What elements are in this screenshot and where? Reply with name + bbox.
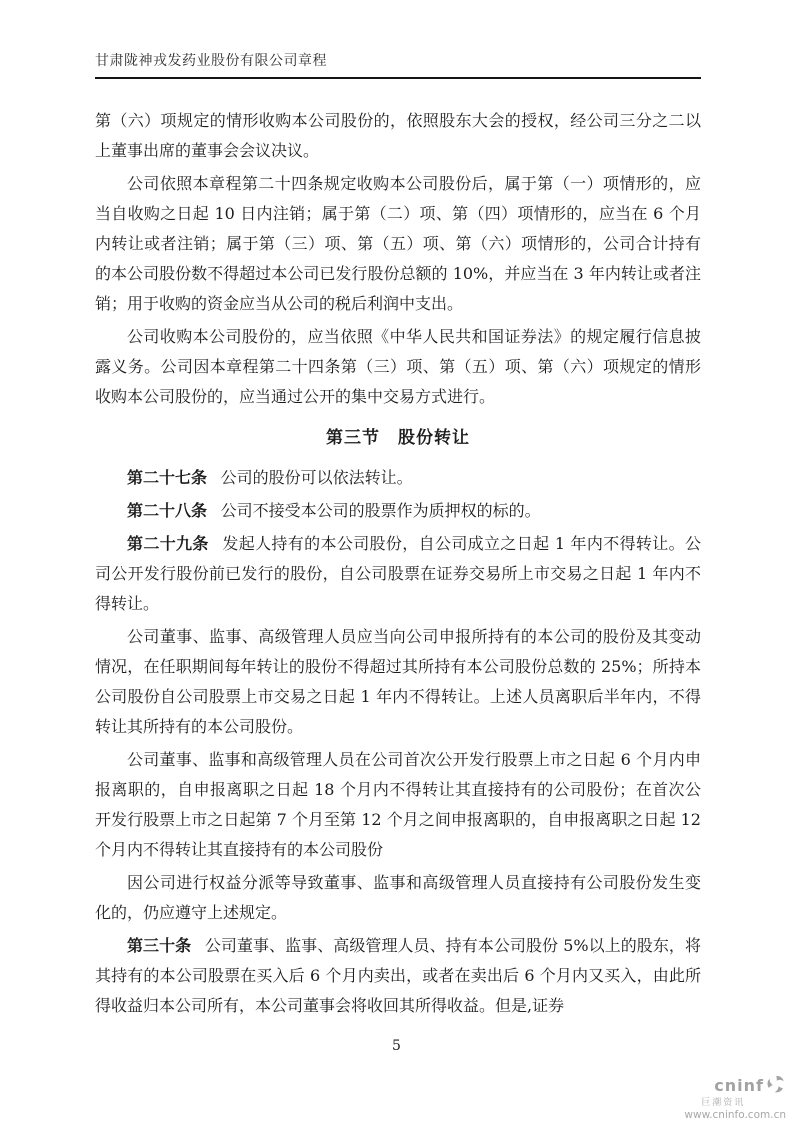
section-heading: 第三节 股份转让 <box>326 428 470 448</box>
paragraph <box>95 745 701 865</box>
paragraph-text: 第（六）项规定的情形收购本公司股份的，依照股东大会的授权，经公司三分之二以上董事出席的董事会会议决议。 <box>95 111 701 160</box>
paragraph-text: 公司董事、监事、高级管理人员、持有本公司股份 5%以上的股东，将其持有的本公司股票在买入后 6 个月内卖出，或者在卖出后 6 个月内又买入，由此所得收益归本公司所有，本公司董事会将收回其所得收益。但是,证券 <box>95 936 701 1015</box>
page-number: 5 <box>392 1038 401 1054</box>
paragraph-text: 公司的股份可以依法转让。 <box>220 468 413 487</box>
paragraph <box>95 931 701 1021</box>
article-number: 第二十七条 <box>127 468 208 487</box>
paragraph-text: 因公司进行权益分派等导致董事、监事和高级管理人员直接持有公司股份发生变化的，仍应遵守上述规定。 <box>95 873 701 922</box>
document-body <box>95 106 701 1021</box>
paragraph <box>95 463 701 493</box>
article-number: 第三十条 <box>127 936 192 955</box>
paragraph <box>95 322 701 412</box>
paragraph-text: 公司董事、监事和高级管理人员在公司首次公开发行股票上市之日起 6 个月内申报离职的，自申报离职之日起 18 个月内不得转让其直接持有的公司股份；在首次公开发行股票上市之日起第 7 个月至第 12 个月之间申报离职的，自申报离职之日起 12 个月内不得转让其直接持有的本公司股份 <box>95 750 701 859</box>
paragraph <box>95 868 701 928</box>
document-title: 甘肃陇神戎发药业股份有限公司章程 <box>95 53 327 69</box>
article-number: 第二十八条 <box>127 501 208 520</box>
paragraph <box>95 169 701 319</box>
paragraph-text: 发起人持有的本公司股份，自公司成立之日起 1 年内不得转让。公司公开发行股份前已发行的股份，自公司股票在证券交易所上市交易之日起 1 年内不得转让。 <box>95 534 701 613</box>
document-header <box>95 50 701 79</box>
cninfo-chinese-name: 巨潮资讯 <box>701 1098 746 1108</box>
cninfo-swirl-icon <box>766 1074 786 1097</box>
cninfo-url: www.cninfo.com.cn <box>684 1109 786 1121</box>
paragraph <box>95 529 701 619</box>
paragraph-text: 公司董事、监事、高级管理人员应当向公司申报所持有的本公司的股份及其变动情况，在任职期间每年转让的股份不得超过其所持有本公司股份总数的 25%；所持本公司股份自公司股票上市交易之日起 1 年内不得转让。上述人员离职后半年内，不得转让其所持有的本公司股份。 <box>95 627 701 736</box>
cninfo-watermark <box>684 1074 786 1121</box>
paragraph <box>95 622 701 742</box>
article-number: 第二十九条 <box>127 534 209 553</box>
paragraph <box>95 496 701 526</box>
cninfo-brand-text: cninf <box>714 1075 764 1095</box>
paragraph <box>95 106 701 166</box>
paragraph-text: 公司依照本章程第二十四条规定收购本公司股份后，属于第（一）项情形的，应当自收购之日起 10 日内注销；属于第（二）项、第（四）项情形的，应当在 6 个月内转让或者注销；属于第（三）项、第（五）项、第（六）项情形的，公司合计持有的本公司股份数不得超过本公司已发行股份总额的 10%，并应当在 3 年内转让或者注销；用于收购的资金应当从公司的税后利润中支出。 <box>95 174 701 313</box>
paragraph-text: 公司不接受本公司的股票作为质押权的标的。 <box>220 501 541 520</box>
paragraph-text: 公司收购本公司股份的，应当依照《中华人民共和国证券法》的规定履行信息披露义务。公司因本章程第二十四条第（三）项、第（五）项、第（六）项规定的情形收购本公司股份的，应当通过公开的集中交易方式进行。 <box>95 327 701 406</box>
